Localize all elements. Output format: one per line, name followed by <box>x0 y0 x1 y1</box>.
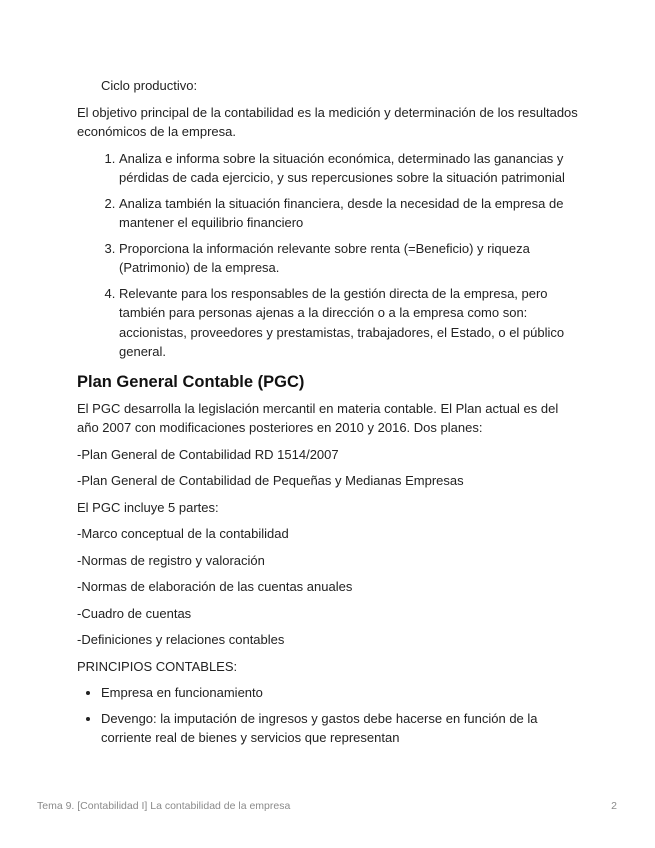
pgc-paragraph: El PGC desarrolla la legislación mercantil en materia contable. El Plan actual es del año 2007 con modificaciones posteriores en 2010 y 2016. Dos planes: <box>77 400 559 435</box>
list-item: • Empresa en funcionamiento <box>101 683 582 703</box>
pgc-paragraph: -Cuadro de cuentas <box>77 605 192 621</box>
pgc-paragraph: -Normas de registro y valoración <box>77 552 265 568</box>
principles-heading: PRINCIPIOS CONTABLES: <box>77 658 238 674</box>
pgc-paragraph: -Normas de elaboración de las cuentas anuales <box>77 579 353 594</box>
pgc-paragraph: -Marco conceptual de la contabilidad <box>77 526 289 541</box>
list-item: 3. Proporciona la información relevante sobre renta (=Beneficio) y riqueza (Patrimonio) de la empresa. <box>119 239 582 278</box>
intro-label: Ciclo productivo: <box>101 78 198 93</box>
pgc-paragraph: -Plan General de Contabilidad RD 1514/2007 <box>77 446 339 462</box>
pgc-paragraph: El PGC incluye 5 partes: <box>77 499 219 515</box>
principles-list <box>77 683 582 748</box>
page-number: 2 <box>611 800 617 812</box>
list-item: • Devengo: la imputación de ingresos y gastos debe hacerse en función de la corriente real de bienes y servicios que representan <box>101 709 582 748</box>
section-heading-pgc: Plan General Contable (PGC) <box>77 372 305 391</box>
page-content <box>77 76 582 754</box>
list-item: 2. Analiza también la situación financiera, desde la necesidad de la empresa de mantener el equilibrio financiero <box>119 194 582 233</box>
pgc-paragraph: -Definiciones y relaciones contables <box>77 632 285 647</box>
pgc-paragraph: -Plan General de Contabilidad de Pequeñas y Medianas Empresas <box>77 473 464 488</box>
list-item: 4. Relevante para los responsables de la gestión directa de la empresa, pero también para personas ajenas a la dirección o a la empresa como son: accionistas, proveedores y prestamistas, trabajadores, el Estado, o el público general. <box>119 284 582 362</box>
footer-title: Tema 9. [Contabilidad I] La contabilidad de la empresa <box>37 800 291 812</box>
objective-paragraph: El objetivo principal de la contabilidad es la medición y determinación de los resultados económicos de la empresa. <box>77 104 578 139</box>
numbered-list <box>77 149 582 362</box>
list-item: 1. Analiza e informa sobre la situación económica, determinado las ganancias y pérdidas de cada ejercicio, y sus repercusiones sobre la situación patrimonial <box>119 149 582 188</box>
page-footer <box>37 800 617 812</box>
